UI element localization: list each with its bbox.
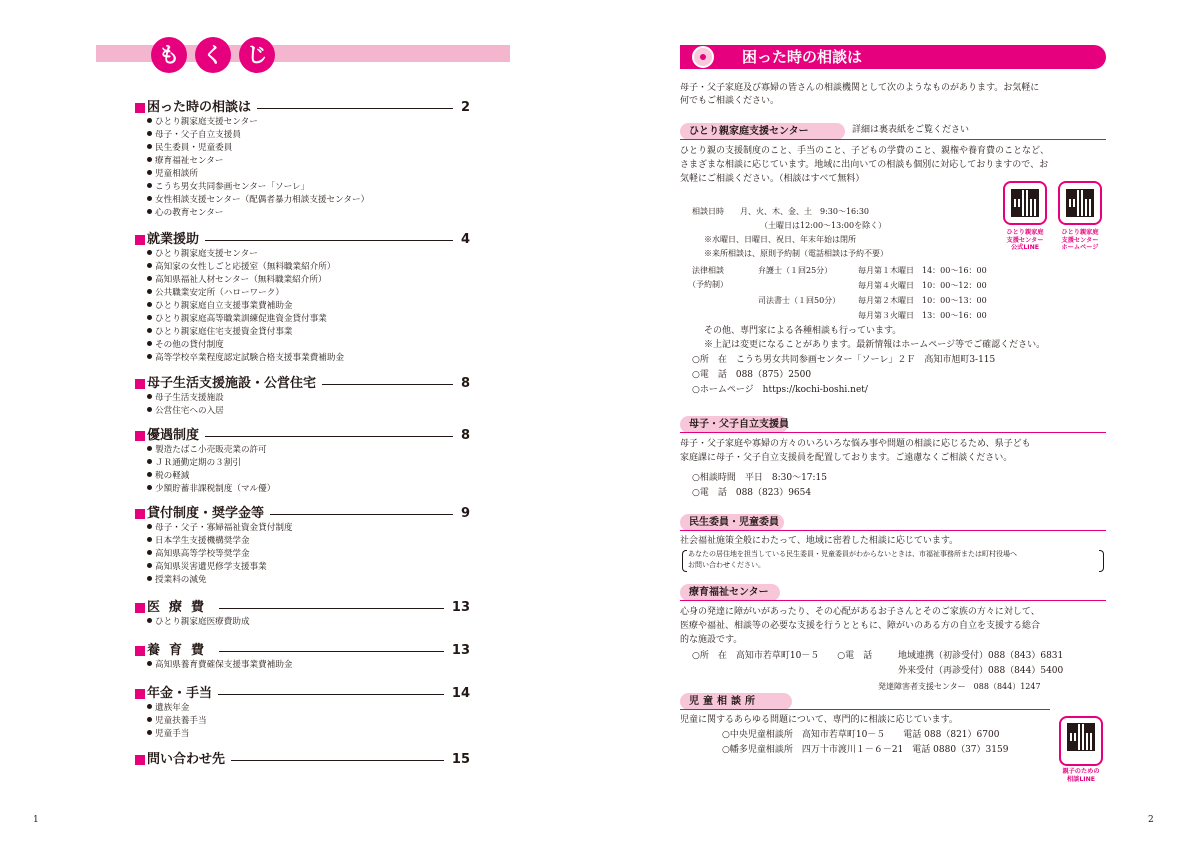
toc-title-char-3: じ	[239, 37, 275, 73]
toc-item-label: ひとり親家庭支援センター	[155, 117, 258, 127]
square-bullet-icon	[135, 755, 145, 765]
toc-item-label: 母子・父子・寡婦福祉資金貸付制度	[155, 523, 293, 533]
toc-item-label: 遺族年金	[155, 703, 190, 713]
bullet-icon	[147, 354, 152, 359]
section-rule	[680, 600, 1106, 601]
intro-line-1: 母子・父子家庭及び寡婦の皆さんの相談機関として次のようなものがあります。お気軽に	[680, 83, 1040, 93]
qr-code-homepage[interactable]	[1058, 181, 1102, 225]
square-bullet-icon	[135, 431, 145, 441]
center-extra-1: その他、専門家による各種相談も行っています。	[704, 326, 902, 336]
section-tag-jiritsu: 母子・父子自立支援員	[680, 416, 788, 433]
toc-section[interactable]	[135, 100, 470, 116]
legal-row-3-when: 毎月第２木曜日 10：00～13：00	[858, 296, 987, 305]
flower-icon	[692, 46, 714, 68]
toc-section[interactable]	[135, 600, 470, 616]
toc-item[interactable]	[147, 155, 223, 168]
bullet-icon	[147, 315, 152, 320]
toc-section-title: 困った時の相談は	[147, 100, 252, 115]
toc-section[interactable]	[135, 376, 470, 392]
toc-page-number: 8	[460, 376, 470, 391]
toc-item[interactable]	[147, 194, 369, 207]
qr-caption-parent-line: 親子のための 相談LINE	[1062, 768, 1100, 783]
ryoiku-phone-1: 地域連携（初診受付）088（843）6831	[898, 651, 1064, 661]
toc-item[interactable]	[147, 207, 223, 220]
toc-item-label: 公共職業安定所（ハローワーク）	[155, 288, 284, 298]
toc-leader-line	[218, 694, 444, 695]
toc-item-label: 高知家の女性しごと応援室（無料職業紹介所）	[155, 262, 336, 272]
center-homepage: ○ホームページ https://kochi-boshi.net/	[692, 385, 868, 395]
toc-item[interactable]	[147, 405, 224, 418]
toc-item-label: 女性相談支援センター（配偶者暴力相談支援センター）	[155, 195, 370, 205]
toc-leader-line	[205, 240, 453, 241]
toc-page-number: 13	[451, 600, 470, 615]
toc-page-number: 13	[451, 643, 470, 658]
toc-section-title: 貸付制度・奨学金等	[147, 506, 265, 521]
section-tag-minsei: 民生委員・児童委員	[680, 514, 784, 531]
jido-desc: 児童に関するあらゆる問題について、専門的に相談に応じています。	[680, 715, 958, 725]
note-bracket-left	[682, 550, 687, 572]
bullet-icon	[147, 250, 152, 255]
toc-item-label: 高知県福祉人材センター（無料職業紹介所）	[155, 275, 327, 285]
toc-item-label: こうち男女共同参画センター「ソーレ」	[155, 182, 310, 192]
toc-item-label: ひとり親家庭住宅支援資金貸付事業	[155, 327, 293, 337]
toc-section[interactable]	[135, 506, 470, 522]
center-address: ○所 在 こうち男女共同参画センター「ソーレ」２Ｆ 高知市旭町3-115	[692, 355, 996, 365]
toc-page-number: 4	[460, 232, 470, 247]
bullet-icon	[147, 717, 152, 722]
center-desc-2: さまざまな相談に応じています。地域に出向いての相談も個別に対応しておりますので、お	[680, 160, 1049, 170]
bullet-icon	[147, 485, 152, 490]
center-note: 詳細は裏表紙をご覧ください	[852, 125, 970, 135]
toc-page-number: 8	[460, 428, 470, 443]
jiritsu-desc-2: 家庭課に母子・父子自立支援員を配置しております。ご遠慮なくご相談ください。	[680, 453, 1013, 463]
legal-row-1-who: 弁護士（１回25分）	[758, 266, 833, 275]
schedule-1: 相談日時 月、火、木、金、土 9:30～16:30	[692, 207, 870, 216]
toc-item-label: 療育福祉センター	[155, 156, 224, 166]
toc-page-number: 14	[451, 686, 470, 701]
toc-item-label: 高知県災害遺児修学支援事業	[155, 562, 267, 572]
bullet-icon	[147, 183, 152, 188]
toc-item[interactable]	[147, 574, 207, 587]
toc-item[interactable]	[147, 248, 258, 261]
bullet-icon	[147, 328, 152, 333]
toc-leader-line	[322, 384, 453, 385]
toc-section[interactable]	[135, 686, 470, 702]
toc-item-label: ＪＲ通勤定期の３割引	[155, 458, 241, 468]
ryoiku-phone-3: 発達障害者支援センター 088（844）1247	[878, 682, 1041, 691]
toc-title-char-1: も	[151, 37, 187, 73]
square-bullet-icon	[135, 103, 145, 113]
qr-code-parent-line[interactable]	[1059, 716, 1103, 766]
legal-row-2-when: 毎月第４火曜日 10：00～12：00	[858, 281, 987, 290]
toc-item-label: ひとり親家庭医療費助成	[155, 617, 250, 627]
toc-section-title: 優遇制度	[147, 428, 200, 443]
bullet-icon	[147, 407, 152, 412]
ryoiku-desc-3: 的な施設です。	[680, 635, 743, 645]
toc-page-number: 9	[460, 506, 470, 521]
bullet-icon	[147, 302, 152, 307]
intro-line-2: 何でもご相談ください。	[680, 96, 780, 106]
toc-item[interactable]	[147, 352, 344, 365]
minsei-note-1: あなたの居住地を担当している民生委員・児童委員がわからないときは、市福祉事務所または町村役場へ	[688, 550, 1017, 558]
bullet-icon	[147, 550, 152, 555]
toc-section-title: 問い合わせ先	[147, 752, 226, 767]
toc-leader-line	[270, 514, 453, 515]
bullet-icon	[147, 157, 152, 162]
toc-leader-line	[219, 651, 444, 652]
jiritsu-hours: ○相談時間 平日 8:30～17:15	[692, 473, 828, 483]
toc-item[interactable]	[147, 715, 207, 728]
toc-item[interactable]	[147, 457, 241, 470]
qr-code-line[interactable]	[1003, 181, 1047, 225]
toc-item[interactable]	[147, 659, 293, 672]
toc-item[interactable]	[147, 616, 250, 629]
section-rule	[680, 432, 1106, 433]
toc-item-label: 母子生活支援施設	[155, 393, 224, 403]
toc-item-label: 民生委員・児童委員	[155, 143, 233, 153]
toc-item[interactable]	[147, 339, 224, 352]
ryoiku-desc-1: 心身の発達に障がいがあったり、その心配があるお子さんとそのご家族の方々に対して、	[680, 607, 1040, 617]
legal-row-1-when: 毎月第１木曜日 14：00～16：00	[858, 266, 987, 275]
toc-item[interactable]	[147, 300, 293, 313]
ryoiku-addr: ○所 在 高知市若草町10－５ ○電 話	[692, 651, 873, 661]
toc-leader-line	[219, 608, 444, 609]
legal-row-3-who: 司法書士（１回50分）	[758, 296, 841, 305]
toc-item[interactable]	[147, 522, 293, 535]
toc-item[interactable]	[147, 313, 327, 326]
section-rule	[680, 530, 1106, 531]
bullet-icon	[147, 563, 152, 568]
toc-section-title: 年金・手当	[147, 686, 213, 701]
toc-item-label: ひとり親家庭自立支援事業費補助金	[155, 301, 293, 311]
jido-row-1: ○中央児童相談所 高知市若草町10－５ 電話 088（821）6700	[722, 730, 1000, 740]
page-number-left: 1	[33, 815, 39, 825]
toc-item[interactable]	[147, 287, 284, 300]
center-extra-2: ※上記は変更になることがあります。最新情報はホームページ等でご確認ください。	[704, 340, 1046, 350]
page-title: 困った時の相談は	[742, 48, 863, 66]
toc-item-label: 公営住宅への入居	[155, 406, 224, 416]
legal-label: 法律相談	[692, 266, 724, 275]
toc-item-label: ひとり親家庭高等職業訓練促進資金貸付事業	[155, 314, 327, 324]
toc-item-label: 心の教育センター	[155, 208, 224, 218]
toc-item[interactable]	[147, 470, 189, 483]
toc-leader-line	[231, 760, 444, 761]
toc-item-label: 高等学校卒業程度認定試験合格支援事業費補助金	[155, 353, 345, 363]
bullet-icon	[147, 661, 152, 666]
toc-item[interactable]	[147, 702, 189, 715]
section-tag-ryoiku: 療育福祉センター	[680, 584, 780, 601]
toc-item-label: 児童扶養手当	[155, 716, 207, 726]
bullet-icon	[147, 524, 152, 529]
toc-section[interactable]	[135, 232, 470, 248]
toc-item-label: 日本学生支援機構奨学金	[155, 536, 250, 546]
toc-item[interactable]	[147, 142, 232, 155]
bullet-icon	[147, 118, 152, 123]
schedule-4: ※来所相談は、原則予約制（電話相談は予約不要）	[704, 249, 888, 258]
square-bullet-icon	[135, 379, 145, 389]
toc-item-label: 高知県養育費確保支援事業費補助金	[155, 660, 293, 670]
toc-item-label: 母子・父子自立支援員	[155, 130, 241, 140]
toc-item[interactable]	[147, 116, 258, 129]
bullet-icon	[147, 144, 152, 149]
toc-item[interactable]	[147, 392, 224, 405]
bullet-icon	[147, 704, 152, 709]
note-bracket-right	[1099, 550, 1104, 572]
center-phone: ○電 話 088（875）2500	[692, 370, 812, 380]
section-rule	[680, 709, 1050, 710]
qr-code-icon	[1066, 189, 1094, 217]
toc-leader-line	[205, 436, 453, 437]
bullet-icon	[147, 170, 152, 175]
toc-item-label: 授業料の減免	[155, 575, 207, 585]
toc-section-title: 医療費	[147, 600, 214, 615]
bullet-icon	[147, 394, 152, 399]
qr-code-icon	[1067, 723, 1095, 751]
toc-item[interactable]	[147, 181, 309, 194]
toc-item[interactable]	[147, 535, 250, 548]
jiritsu-phone: ○電 話 088（823）9654	[692, 488, 812, 498]
jiritsu-desc-1: 母子・父子家庭や寡婦の方々のいろいろな悩み事や問題の相談に応じるため、県子ども	[680, 439, 1031, 449]
toc-page-number: 2	[460, 100, 470, 115]
bullet-icon	[147, 131, 152, 136]
bullet-icon	[147, 537, 152, 542]
toc-item[interactable]	[147, 261, 335, 274]
bullet-icon	[147, 209, 152, 214]
ryoiku-desc-2: 医療や福祉、相談等の必要な支援を行うとともに、障がいのある方の自立を支援する総合	[680, 621, 1041, 631]
toc-item[interactable]	[147, 728, 189, 741]
section-tag-center: ひとり親家庭支援センター	[680, 123, 845, 140]
qr-caption-homepage: ひとり親家庭 支援センター ホームページ	[1061, 229, 1099, 251]
bullet-icon	[147, 730, 152, 735]
left-page	[0, 0, 595, 842]
toc-item[interactable]	[147, 274, 327, 287]
square-bullet-icon	[135, 509, 145, 519]
bullet-icon	[147, 289, 152, 294]
bullet-icon	[147, 341, 152, 346]
toc-item-label: 高知県高等学校等奨学金	[155, 549, 250, 559]
legal-label-note: （予約制）	[688, 280, 728, 289]
schedule-2: （土曜日は12:00～13:00を除く）	[760, 221, 887, 230]
toc-page-number: 15	[451, 752, 470, 767]
bullet-icon	[147, 618, 152, 623]
qr-code-icon	[1011, 189, 1039, 217]
toc-section[interactable]	[135, 752, 470, 768]
toc-section[interactable]	[135, 428, 470, 444]
toc-section-title: 就業援助	[147, 232, 200, 247]
minsei-desc: 社会福祉施策全般にわたって、地域に密着した相談に応じています。	[680, 536, 959, 546]
bullet-icon	[147, 472, 152, 477]
bullet-icon	[147, 276, 152, 281]
schedule-3: ※水曜日、日曜日、祝日、年末年始は閉所	[704, 235, 856, 244]
toc-item[interactable]	[147, 444, 267, 457]
toc-item[interactable]	[147, 129, 241, 142]
minsei-note-2: お問い合わせください。	[688, 561, 765, 569]
toc-section-title: 養育費	[147, 643, 214, 658]
toc-item[interactable]	[147, 168, 198, 181]
square-bullet-icon	[135, 235, 145, 245]
ryoiku-phone-2: 外来受付（再診受付）088（844）5400	[898, 666, 1064, 676]
toc-item[interactable]	[147, 548, 250, 561]
square-bullet-icon	[135, 603, 145, 613]
bullet-icon	[147, 459, 152, 464]
toc-item[interactable]	[147, 483, 275, 496]
square-bullet-icon	[135, 646, 145, 656]
legal-row-4-when: 毎月第３火曜日 13：00～16：00	[858, 311, 987, 320]
toc-item-label: その他の貸付制度	[155, 340, 224, 350]
toc-item-label: 児童相談所	[155, 169, 198, 179]
toc-item-label: 児童手当	[155, 729, 190, 739]
bullet-icon	[147, 263, 152, 268]
qr-caption-line: ひとり親家庭 支援センター 公式LINE	[1006, 229, 1044, 251]
bullet-icon	[147, 446, 152, 451]
toc-section[interactable]	[135, 643, 470, 659]
toc-item[interactable]	[147, 326, 293, 339]
bullet-icon	[147, 576, 152, 581]
toc-item-label: 製造たばこ小売販売業の許可	[155, 445, 267, 455]
toc-leader-line	[257, 108, 453, 109]
jido-row-2: ○幡多児童相談所 四万十市渡川１－６－21 電話 0880（37）3159	[722, 745, 1009, 755]
toc-item-label: 少額貯蓄非課税制度（マル優）	[155, 484, 276, 494]
toc-title-char-2: く	[195, 37, 231, 73]
page-number-right: 2	[1148, 815, 1154, 825]
section-tag-jido: 児童相談所	[680, 693, 792, 710]
toc-section-title: 母子生活支援施設・公営住宅	[147, 376, 317, 391]
right-page	[596, 0, 1191, 842]
section-rule	[680, 139, 1106, 140]
square-bullet-icon	[135, 689, 145, 699]
toc-item-label: 税の軽減	[155, 471, 190, 481]
bullet-icon	[147, 196, 152, 201]
toc-item-label: ひとり親家庭支援センター	[155, 249, 258, 259]
center-desc-3: 気軽にご相談ください。（相談はすべて無料）	[680, 174, 865, 184]
toc-item[interactable]	[147, 561, 267, 574]
center-desc-1: ひとり親の支援制度のこと、手当のこと、子どもの学費のこと、親権や養育費のことなど、	[680, 146, 1050, 156]
